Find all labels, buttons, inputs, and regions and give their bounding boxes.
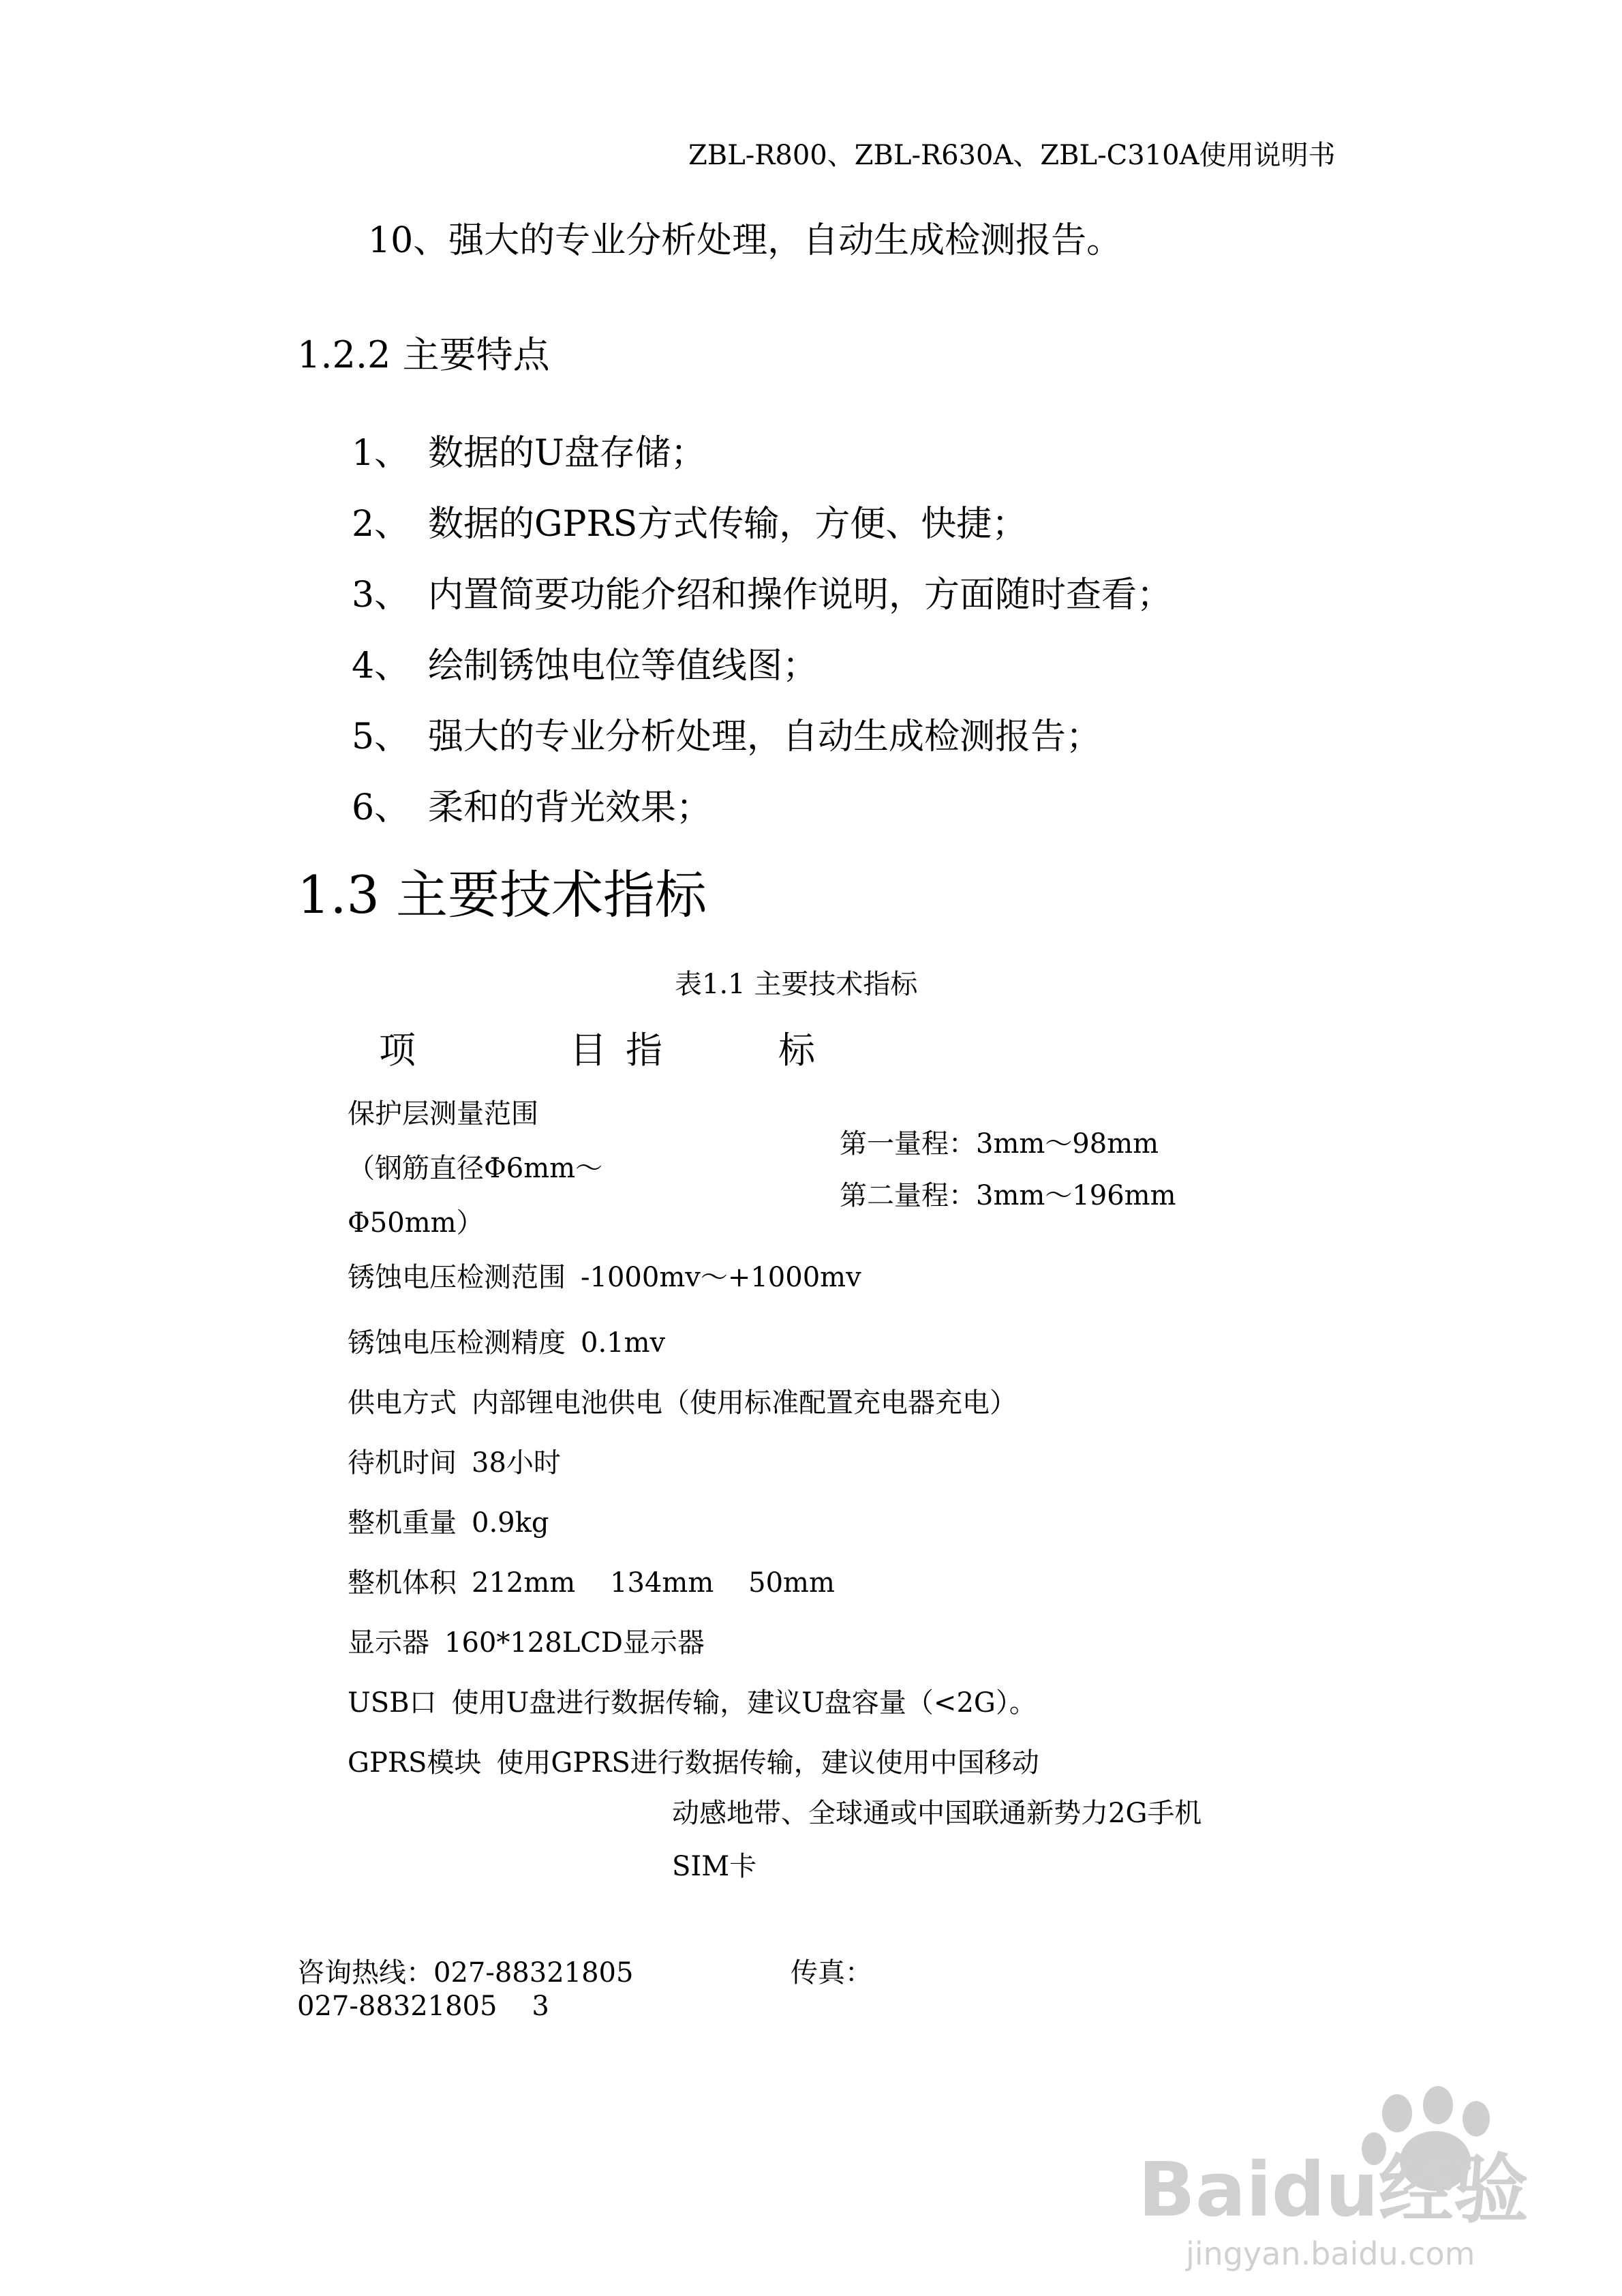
spec-row (348, 1501, 549, 1540)
spec-label: 供电方式 (348, 1387, 457, 1419)
spec-label: 锈蚀电压检测范围 (348, 1262, 566, 1293)
spec-value: -1000mv～+1000mv (581, 1262, 861, 1293)
spec-row (348, 1256, 861, 1295)
feature-text: 强大的专业分析处理，自动生成检测报告； (428, 716, 1102, 757)
watermark-brand: Baidu经验 (1138, 2146, 1529, 2233)
spec-label: GPRS模块 (348, 1747, 482, 1779)
table-header-cell: 标 (778, 1029, 815, 1072)
spec-value: 使用GPRS进行数据传输，建议使用中国移动 (496, 1747, 1039, 1779)
feature-number: 4、 (352, 646, 410, 686)
page-header: ZBL-R800、ZBL-R630A、ZBL-C310A使用说明书 (688, 140, 1336, 171)
feature-number: 5、 (352, 716, 410, 757)
spec-row (348, 1741, 1039, 1780)
spec-value: 0.1mv (581, 1327, 666, 1359)
spec-row (348, 1621, 705, 1660)
feature-item (352, 779, 711, 830)
footer-hotline: 咨询热线：027-88321805 (297, 1957, 634, 1989)
baidu-watermark (1124, 2086, 1561, 2277)
feature-text: 内置简要功能介绍和操作说明，方面随时查看； (428, 575, 1173, 616)
feature-number: 6、 (352, 787, 410, 828)
spec-label: 显示器 (348, 1627, 429, 1659)
spec-range: 第二量程：3mm～196mm (840, 1180, 1176, 1211)
spec-value: 38小时 (472, 1447, 561, 1479)
feature-number: 1、 (352, 433, 410, 474)
table-header-cell: 目 (570, 1029, 607, 1072)
spec-value: 0.9kg (472, 1507, 549, 1539)
spec-range: 第一量程：3mm～98mm (840, 1128, 1159, 1160)
spec-label: （钢筋直径Φ6mm～ (348, 1153, 603, 1184)
spec-value-continued: 动感地带、全球通或中国联通新势力2G手机 (672, 1798, 1202, 1829)
feature-item (352, 495, 1027, 546)
spec-label: 锈蚀电压检测精度 (348, 1327, 566, 1359)
spec-row (348, 1321, 665, 1360)
feature-number: 2、 (352, 504, 410, 545)
spec-label: 待机时间 (348, 1447, 457, 1479)
spec-label: 保护层测量范围 (348, 1098, 538, 1130)
spec-label: USB口 (348, 1687, 437, 1719)
spec-row (348, 1381, 1017, 1420)
spec-row (348, 1681, 1037, 1720)
spec-value: 使用U盘进行数据传输，建议U盘容量（<2G）。 (451, 1687, 1037, 1719)
intro-item: 10、强大的专业分析处理，自动生成检测报告。 (368, 220, 1122, 261)
footer-fax-label: 传真： (791, 1957, 872, 1989)
feature-number: 3、 (352, 575, 410, 616)
feature-text: 绘制锈蚀电位等值线图； (428, 646, 818, 686)
footer-fax-number: 027-88321805 3 (297, 1991, 549, 2022)
spec-value-continued: SIM卡 (672, 1851, 757, 1882)
table-caption: 表1.1 主要技术指标 (675, 969, 918, 1000)
feature-text: 数据的GPRS方式传输，方便、快捷； (428, 504, 1028, 545)
feature-text: 柔和的背光效果； (428, 787, 712, 828)
feature-item (352, 637, 818, 688)
feature-item (352, 566, 1172, 617)
spec-row (348, 1441, 561, 1480)
table-header-cell: 项 (379, 1029, 416, 1072)
feature-text: 数据的U盘存储； (428, 433, 706, 474)
spec-value: 160*128LCD显示器 (444, 1627, 705, 1659)
watermark-url: jingyan.baidu.com (1186, 2235, 1475, 2272)
spec-label: 整机体积 (348, 1567, 457, 1599)
spec-row (348, 1561, 835, 1600)
spec-label: 整机重量 (348, 1507, 457, 1539)
feature-item (352, 424, 706, 475)
spec-value: 内部锂电池供电（使用标准配置充电器充电） (472, 1387, 1017, 1419)
spec-value: 212mm 134mm 50mm (472, 1567, 835, 1599)
table-header-cell: 指 (626, 1029, 662, 1072)
feature-item (352, 708, 1101, 759)
spec-label: Φ50mm） (348, 1207, 484, 1239)
section-heading-specs: 1.3 主要技术指标 (297, 864, 707, 925)
section-heading-features: 1.2.2 主要特点 (297, 333, 550, 376)
